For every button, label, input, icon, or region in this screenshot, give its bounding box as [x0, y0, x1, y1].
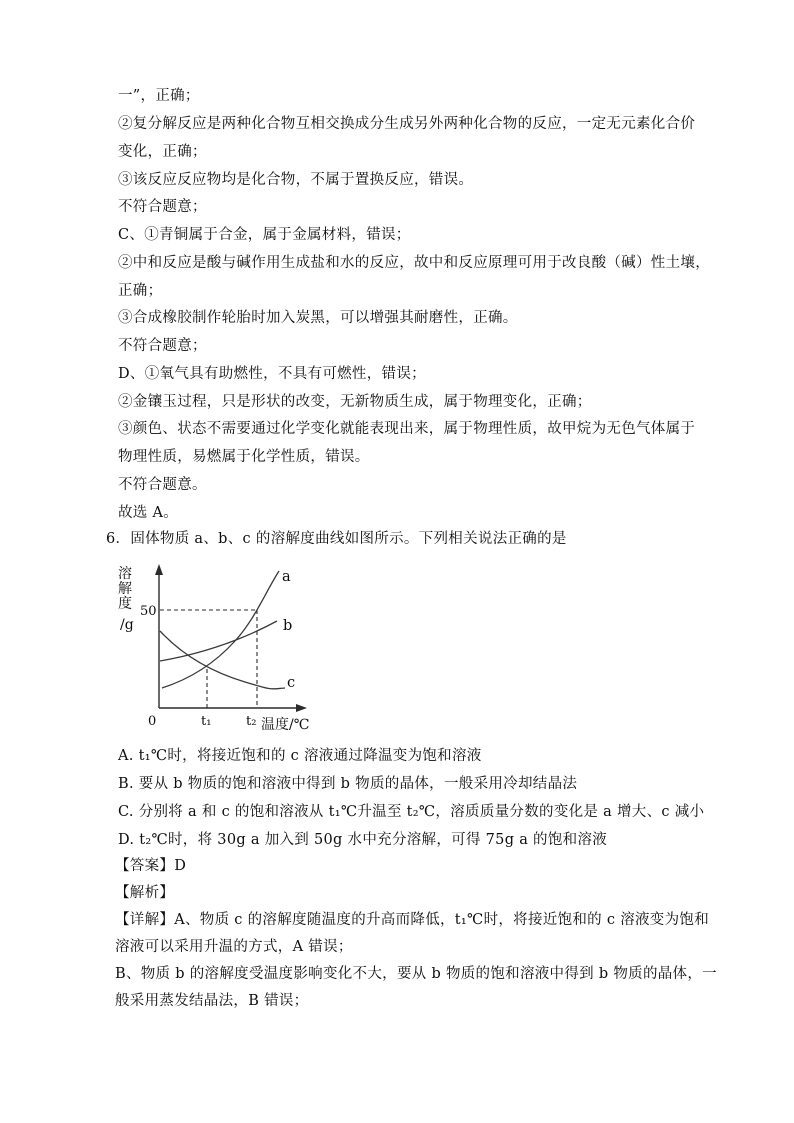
- solution5-line: ②金镶玉过程，只是形状的改变，无新物质生成，属于物理变化，正确；: [118, 394, 592, 410]
- option-d: D. t₂℃时，将 30g a 加入到 50g 水中充分溶解，可得 75g a 的饱和溶液: [118, 832, 608, 848]
- detail-line: 【详解】A、物质 c 的溶解度随温度的升高而降低，t₁℃时，将接近饱和的 c 溶液变为饱和: [115, 912, 710, 928]
- detail-line: 般采用蒸发结晶法，B 错误；: [115, 993, 309, 1009]
- y-axis-arrow-icon: [155, 564, 163, 575]
- solution5-line: ②复分解反应是两种化合物互相交换成分生成另外两种化合物的反应，一定无元素化合价: [118, 116, 696, 132]
- solution5-line: ②中和反应是酸与碱作用生成盐和水的反应，故中和反应原理可用于改良酸（碱）性土壤，: [118, 255, 710, 271]
- x-axis-label: 温度/℃: [261, 717, 310, 733]
- solution5-line: 不符合题意；: [118, 199, 207, 215]
- question6-stem: 6．固体物质 a、b、c 的溶解度曲线如图所示。下列相关说法正确的是: [106, 531, 567, 547]
- solution5-line: ③颜色、状态不需要通过化学变化就能表现出来，属于物理性质，故甲烷为无色气体属于: [118, 421, 696, 437]
- detail-line: B、物质 b 的溶解度受温度影响变化不大，要从 b 物质的饱和溶液中得到 b 物质的晶体，一: [115, 966, 717, 982]
- solubility-chart: [115, 563, 325, 745]
- curve-a-label: a: [282, 569, 291, 585]
- solution5-line: C、①青铜属于合金，属于金属材料，错误；: [118, 227, 411, 243]
- curve-c-label: c: [287, 675, 296, 691]
- solution5-line: 一”，正确；: [118, 88, 200, 104]
- option-c: C. 分别将 a 和 c 的饱和溶液从 t₁℃升温至 t₂℃，溶质质量分数的变化是 a 增大、c 减小: [118, 804, 705, 820]
- solution5-line: 不符合题意；: [118, 338, 207, 354]
- curve-c: [160, 631, 285, 689]
- option-a: A. t₁℃时，将接近饱和的 c 溶液通过降温变为饱和溶液: [118, 748, 482, 764]
- solubility-chart-figure: [115, 563, 325, 745]
- solution5-conclusion: 故选 A。: [118, 505, 179, 521]
- y-axis-unit: /g: [120, 617, 134, 633]
- solution5-line: 物理性质，易燃属于化学性质，错误。: [118, 449, 370, 465]
- solution5-line: 不符合题意。: [118, 477, 207, 493]
- solution5-line: ③该反应反应物均是化合物，不属于置换反应，错误。: [118, 172, 474, 188]
- x-tick-0: 0: [148, 714, 157, 729]
- x-axis-arrow-icon: [296, 704, 307, 712]
- x-tick-t1: t₁: [201, 714, 212, 729]
- curve-b-label: b: [283, 618, 293, 634]
- y-axis-label-char: 度: [118, 596, 132, 612]
- detail-line: 溶液可以采用升温的方式，A 错误；: [115, 939, 353, 955]
- solution5-line: ③合成橡胶制作轮胎时加入炭黑，可以增强其耐磨性，正确。: [118, 310, 518, 326]
- option-b: B. 要从 b 物质的饱和溶液中得到 b 物质的晶体，一般采用冷却结晶法: [118, 776, 578, 792]
- analysis-label: 【解析】: [115, 885, 175, 901]
- curve-b: [160, 621, 277, 661]
- y-axis-label-char: 解: [118, 581, 132, 597]
- solution5-line: 正确；: [118, 283, 163, 299]
- solution5-line: 变化，正确；: [118, 144, 207, 160]
- y-tick-50: 50: [140, 604, 157, 619]
- x-tick-t2: t₂: [246, 714, 257, 729]
- solution5-line: D、①氧气具有助燃性，不具有可燃性，错误；: [118, 366, 426, 382]
- answer-label: 【答案】D: [115, 858, 187, 874]
- y-axis-label-char: 溶: [118, 566, 132, 582]
